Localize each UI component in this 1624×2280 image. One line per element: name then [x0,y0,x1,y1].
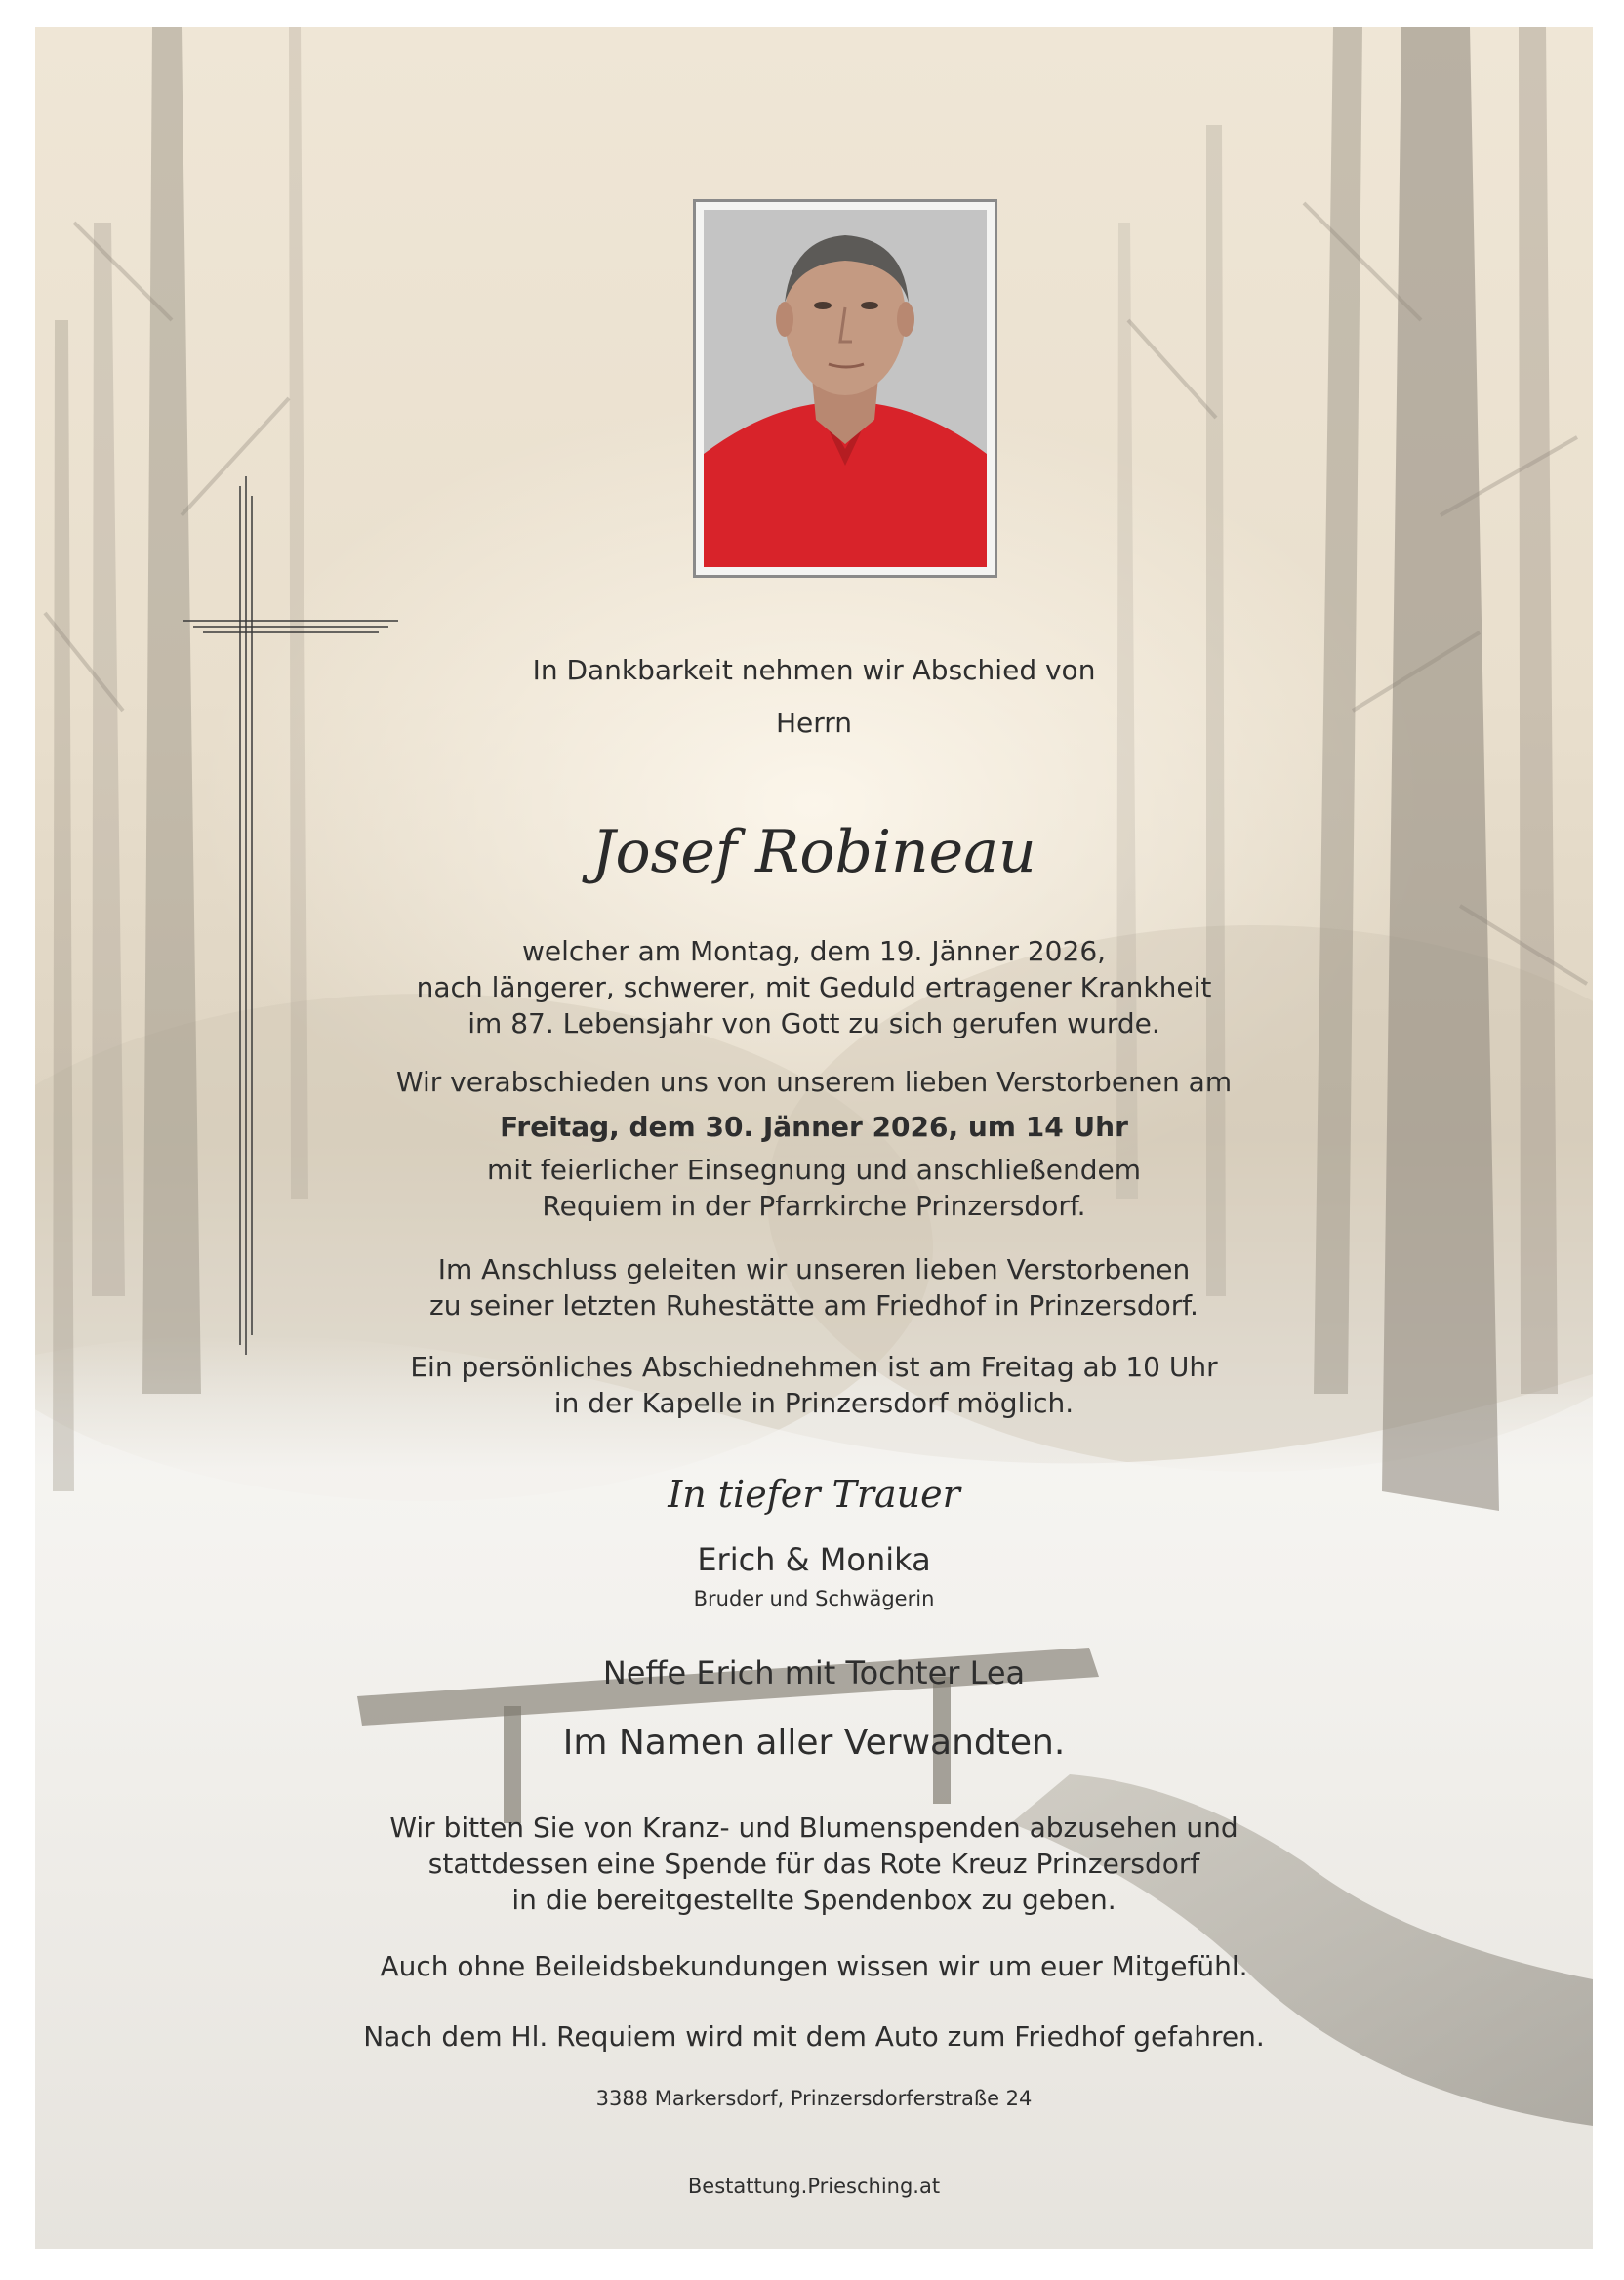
burial-text: Im Anschluss geleiten wir unseren lieben Verstorbenen zu seiner letzten Ruhestätte am Friedhof in Prinzersdorf. [429,1253,1198,1322]
mourner-1-relation: Bruder und Schwägerin [693,1587,935,1610]
mourning-heading: In tiefer Trauer [668,1473,960,1516]
ceremony-text: mit feierlicher Einsegnung und anschließendem Requiem in der Pfarrkirche Prinzersdorf. [486,1154,1142,1222]
viewing-text: Ein persönliches Abschiednehmen ist am Freitag ab 10 Uhr in der Kapelle in Prinzersdorf möglich. [410,1351,1218,1419]
farewell-date: Freitag, dem 30. Jänner 2026, um 14 Uhr [500,1111,1128,1143]
website-link[interactable]: Bestattung.Priesching.at [687,2175,941,2198]
death-announcement: welcher am Montag, dem 19. Jänner 2026, nach längerer, schwerer, mit Geduld ertragener Krankheit im 87. Lebensjahr von Gott zu sich gerufen wurde. [416,935,1212,1039]
mourner-2: Neffe Erich mit Tochter Lea [602,1654,1026,1691]
transport-text: Nach dem Hl. Requiem wird mit dem Auto zum Friedhof gefahren. [363,2020,1265,2053]
deceased-name: Josef Robineau [591,818,1036,886]
portrait-frame [693,199,997,578]
donation-text: Wir bitten Sie von Kranz- und Blumenspenden abzusehen und stattdessen eine Spende für das Rote Kreuz Prinzersdorf in die bereitgestellte Spendenbox zu geben. [389,1812,1238,1916]
condolence-text: Auch ohne Beileidsbekundungen wissen wir um euer Mitgefühl. [380,1950,1248,1982]
address-text: 3388 Markersdorf, Prinzersdorferstraße 24 [595,2087,1033,2110]
intro-text: In Dankbarkeit nehmen wir Abschied von [532,654,1096,686]
all-relatives: Im Namen aller Verwandten. [562,1723,1066,1763]
mourner-1-name: Erich & Monika [697,1541,931,1578]
portrait-photo [704,210,987,567]
salutation-text: Herrn [775,707,853,739]
obituary-card [35,27,1593,2249]
farewell-intro: Wir verabschieden uns von unserem lieben Verstorbenen am [395,1066,1233,1098]
